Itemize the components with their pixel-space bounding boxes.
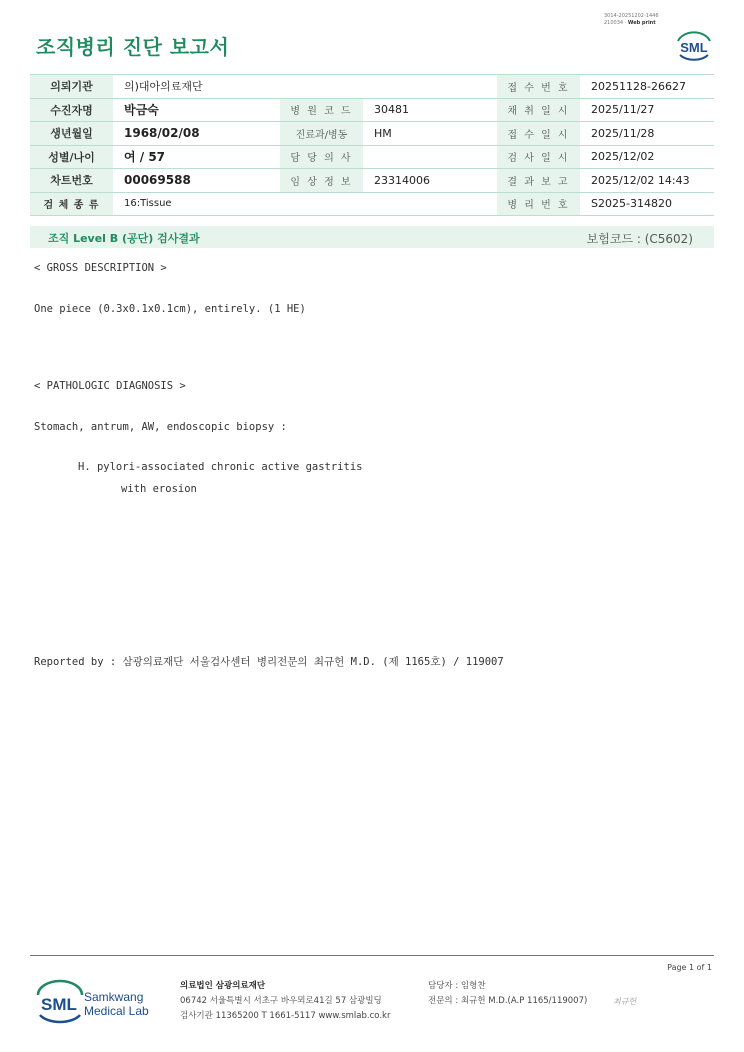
org-address: 06742 서울특별시 서초구 바우뫼로41길 57 삼광빌딩: [180, 996, 382, 1006]
org-name: 의료법인 삼광의료재단: [180, 981, 266, 991]
page-number: Page 1 of 1: [667, 963, 712, 972]
info-value: HM: [363, 122, 497, 146]
manager-name: 임형찬: [460, 981, 486, 991]
info-row: [30, 145, 714, 169]
info-value: 00069588: [113, 169, 280, 193]
section-header: [30, 226, 714, 248]
info-key: 수진자명: [30, 98, 113, 122]
info-value: 1968/02/08: [113, 122, 280, 146]
org-contact: 검사기관 11365200 T 1661-5117 www.smlab.co.kr: [180, 1011, 391, 1021]
sml-logo-text: SML: [680, 40, 708, 55]
info-value: 의)대아의료재단: [113, 75, 497, 99]
info-value: 2025/12/02: [580, 145, 714, 169]
document-code: 3014-20251202-1446 210034 · Web print: [604, 13, 684, 27]
report-title: 조직병리 진단 보고서: [36, 35, 230, 59]
info-value: 23314006: [363, 169, 497, 193]
diagnosis-line: with erosion: [121, 483, 197, 495]
info-key: 검 사 일 시: [497, 145, 580, 169]
section-title: 조직 Level B (공단) 검사결과: [48, 232, 200, 245]
info-value: 16:Tissue: [113, 192, 497, 216]
logo-line1: Samkwang: [84, 990, 144, 1004]
sml-logo-text: SML: [41, 995, 77, 1014]
patient-info-table: [30, 74, 714, 216]
signature: 최규헌: [613, 997, 637, 1006]
info-key: 차트번호: [30, 169, 113, 193]
footer-staff-block: [428, 979, 587, 1009]
logo-line2: Medical Lab: [84, 1004, 149, 1018]
info-key: 성별/나이: [30, 145, 113, 169]
info-key: 생년월일: [30, 122, 113, 146]
info-key: 접 수 일 시: [497, 122, 580, 146]
diagnosis-site: Stomach, antrum, AW, endoscopic biopsy :: [34, 421, 287, 433]
samkwang-logo-icon: [36, 979, 156, 1027]
info-key: 검 체 종 류: [30, 192, 113, 216]
info-row: [30, 75, 714, 99]
info-key: 진료과/병동: [280, 122, 363, 146]
footer-divider: [30, 955, 714, 956]
diagnosis-heading: < PATHOLOGIC DIAGNOSIS >: [34, 380, 186, 392]
info-value: 박금숙: [113, 98, 280, 122]
info-value: [363, 145, 497, 169]
info-key: 채 취 일 시: [497, 98, 580, 122]
info-row: [30, 192, 714, 216]
info-value: 2025/12/02 14:43: [580, 169, 714, 193]
info-key: 병 리 번 호: [497, 192, 580, 216]
info-value: 여 / 57: [113, 145, 280, 169]
info-value: 20251128-26627: [580, 75, 714, 99]
info-value: 2025/11/27: [580, 98, 714, 122]
insurance-code: 보험코드 : (C5602): [586, 232, 693, 246]
sml-logo-icon: [674, 27, 714, 65]
info-key: 병 원 코 드: [280, 98, 363, 122]
info-key: 담 당 의 사: [280, 145, 363, 169]
gross-heading: < GROSS DESCRIPTION >: [34, 262, 167, 274]
document-code-line: 3014-20251202-1446: [604, 13, 659, 19]
info-key: 임 상 정 보: [280, 169, 363, 193]
document-code-sub: 210034: [604, 20, 624, 26]
manager-label: 담당자 :: [428, 981, 459, 991]
gross-description: One piece (0.3x0.1x0.1cm), entirely. (1 HE): [34, 303, 306, 315]
info-row: [30, 169, 714, 193]
info-value: S2025-314820: [580, 192, 714, 216]
info-row: [30, 98, 714, 122]
info-value: 2025/11/28: [580, 122, 714, 146]
reported-by: Reported by : 삼광의료재단 서울검사센터 병리전문의 최규헌 M.D. (제 1165호) / 119007: [34, 656, 504, 668]
info-key: 접 수 번 호: [497, 75, 580, 99]
web-print-label: Web print: [627, 20, 656, 26]
info-key: 의뢰기관: [30, 75, 113, 99]
info-row: [30, 122, 714, 146]
specialist-name: 최규헌 M.D.(A.P 1165/119007): [460, 996, 588, 1006]
info-value: 30481: [363, 98, 497, 122]
info-key: 결 과 보 고: [497, 169, 580, 193]
specialist-label: 전문의 :: [428, 996, 459, 1006]
footer-org-block: [180, 979, 390, 1024]
diagnosis-line: H. pylori-associated chronic active gastritis: [78, 461, 363, 473]
